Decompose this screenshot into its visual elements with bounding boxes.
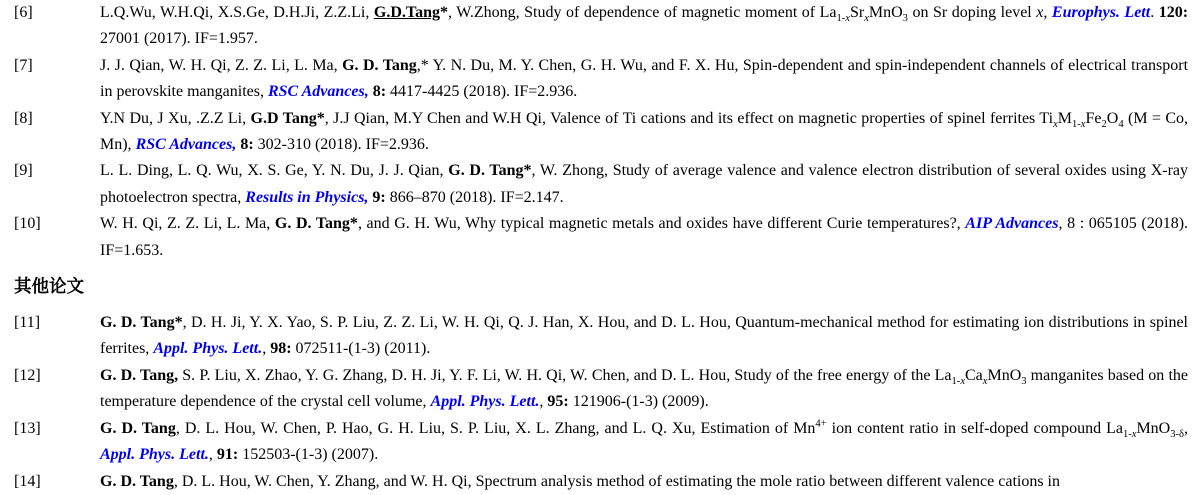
reference-text <box>100 211 1188 264</box>
bold-author-text: * <box>440 4 448 21</box>
reference-text <box>100 469 1188 495</box>
journal-name: Results in Physics, <box>245 188 369 206</box>
text-segment: x <box>1131 428 1137 440</box>
text-segment: W. H. Qi, Z. Z. Li, L. Ma, <box>100 215 275 233</box>
text-segment: x <box>1053 118 1058 130</box>
text-segment: Sr <box>849 4 865 21</box>
text-segment: MnO <box>868 4 903 21</box>
text-segment: x <box>1036 4 1044 21</box>
text-segment: 1- <box>1071 118 1081 130</box>
reference-number: [14] <box>14 472 41 490</box>
text-segment: 3-δ <box>1170 428 1184 440</box>
text-segment: , <box>1184 419 1188 437</box>
reference-number: [9] <box>14 162 33 180</box>
text-segment: x <box>1080 118 1086 130</box>
reference-number: [12] <box>14 366 41 384</box>
text-segment: . <box>1150 4 1159 21</box>
text-segment: M <box>1057 109 1072 127</box>
text-segment: , D. L. Hou, W. Chen, Y. Zhang, and W. H. Qi, Spectrum analysis method of estimating the mole ratio between different valence cations in <box>173 472 1060 490</box>
reference-number: [6] <box>14 4 33 21</box>
bold-author-text: G. D. Tang <box>100 472 174 490</box>
reference-text <box>100 363 1188 416</box>
reference-item <box>14 211 1188 264</box>
text-segment: , <box>1043 4 1052 21</box>
journal-name: Appl. Phys. Lett. <box>153 340 263 358</box>
corresponding-author: G.D.Tang <box>373 4 440 21</box>
reference-item <box>14 158 1188 211</box>
text-segment: , J.J Qian, M.Y Chen and W.H Qi, Valence of Ti cations and its effect on magnetic properties of spinel ferrites Ti <box>324 109 1054 127</box>
bold-author-text: G. D. Tang, <box>100 366 179 384</box>
text-segment: Y.N Du, J Xu, .Z.Z Li, <box>100 109 251 127</box>
volume-number: 91: <box>216 446 239 464</box>
text-segment: ,* Y. N. Du, M. Y. Chen, G. H. Wu, and F. X. Hu, Spin-dependent and spin-independent channels of electrical transport in perovskite manganites, <box>100 56 1189 101</box>
text-segment: , W. Zhong, Study of average valence and valence electron distribution of several oxides using X-ray photoelectron spectra, <box>100 162 1189 206</box>
reference-item <box>14 0 1188 53</box>
text-segment: Ca <box>965 366 983 384</box>
text-segment: , and G. H. Wu, Why typical magnetic metals and oxides have different Curie temperatures?, <box>357 215 966 233</box>
text-segment: 3 <box>1021 376 1027 388</box>
text-segment: , W.Zhong, Study of dependence of magnetic moment of La <box>448 4 837 21</box>
reference-text <box>100 416 1188 469</box>
text-segment: , 8 : 065105 (2018). IF=1.653. <box>100 215 1189 259</box>
reference-number: [11] <box>14 314 41 332</box>
reference-text <box>100 53 1188 106</box>
text-segment: 866–870 (2018). IF=2.147. <box>385 188 564 206</box>
text-segment: 27001 (2017). IF=1.957. <box>100 30 258 48</box>
text-segment: J. J. Qian, W. H. Qi, Z. Z. Li, L. Ma, <box>100 56 343 74</box>
journal-name: AIP Advances <box>965 215 1059 233</box>
reference-item <box>14 416 1188 469</box>
text-segment: , <box>539 393 548 411</box>
text-segment: manganites based on the temperature dependence of the crystal cell volume, <box>100 366 1188 411</box>
reference-list-top <box>14 0 1188 264</box>
text-segment: L.Q.Wu, W.H.Qi, X.S.Ge, D.H.Ji, Z.Z.Li, <box>100 4 374 21</box>
text-segment: 152503-(1-3) (2007). <box>238 446 379 464</box>
reference-item <box>14 53 1188 106</box>
text-segment: 121906-(1-3) (2009). <box>568 393 709 411</box>
volume-number: 8: <box>372 83 387 101</box>
text-segment: ion content ratio in self-doped compound La <box>826 419 1123 437</box>
text-segment: 4417-4425 (2018). IF=2.936. <box>386 83 578 101</box>
journal-name: Appl. Phys. Lett. <box>100 446 209 464</box>
text-segment: x <box>845 13 850 25</box>
reference-number: [13] <box>14 419 41 437</box>
text-segment: 1- <box>836 13 846 25</box>
text-segment: 4+ <box>815 418 827 430</box>
text-segment: x <box>864 13 869 25</box>
reference-list-other <box>14 310 1188 495</box>
text-segment: 072511-(1-3) (2011). <box>291 340 431 358</box>
reference-item <box>14 363 1188 416</box>
volume-number: 9: <box>372 188 386 206</box>
reference-item <box>14 106 1188 159</box>
volume-number: 98: <box>270 340 292 358</box>
reference-number: [7] <box>14 56 33 74</box>
text-segment: Fe <box>1085 109 1102 127</box>
reference-text <box>100 158 1188 211</box>
text-segment: L. L. Ding, L. Q. Wu, X. S. Ge, Y. N. Du, J. J. Qian, <box>100 162 449 180</box>
reference-number: [10] <box>14 215 41 233</box>
text-segment: S. P. Liu, X. Zhao, Y. G. Zhang, D. H. Ji, Y. F. Li, W. H. Qi, W. Chen, and D. L. Hou, Study of the free energy of the La <box>178 366 952 384</box>
reference-item <box>14 310 1188 363</box>
text-segment: MnO <box>1136 419 1171 437</box>
text-segment: 1- <box>1122 428 1132 440</box>
journal-name: RSC Advances, <box>135 136 237 154</box>
text-segment: MnO <box>987 366 1022 384</box>
journal-name: Appl. Phys. Lett. <box>430 393 540 411</box>
bold-author-text: G. D. Tang* <box>448 162 532 180</box>
text-segment: , <box>208 446 217 464</box>
text-segment: , <box>262 340 271 358</box>
section-heading: 其他论文 <box>14 276 84 297</box>
reference-text <box>100 106 1188 159</box>
reference-text <box>100 310 1188 363</box>
text-segment: (M = Co, Mn), <box>100 109 1189 154</box>
text-segment: 2 <box>1101 118 1107 130</box>
journal-name: Europhys. Lett <box>1051 4 1151 21</box>
bold-author-text: G. D. Tang* <box>274 215 358 233</box>
text-segment: x <box>982 376 988 388</box>
reference-item <box>14 469 1188 495</box>
text-segment: 3 <box>902 13 908 25</box>
text-segment: x <box>960 376 965 388</box>
text-segment: 302-310 (2018). IF=2.936. <box>253 136 429 154</box>
reference-number: [8] <box>14 109 33 127</box>
bold-author-text: G. D. Tang <box>100 419 176 437</box>
text-segment: on Sr doping level <box>907 4 1037 21</box>
text-segment: , D. H. Ji, Y. X. Yao, S. P. Liu, Z. Z. Li, W. H. Qi, Q. J. Han, X. Hou, and D. L. Hou, Quantum-mechanical method for estimating ion distributions in spinel ferrites, <box>100 314 1188 358</box>
bold-author-text: G. D. Tang* <box>100 314 183 332</box>
volume-number: 95: <box>547 393 569 411</box>
journal-name: RSC Advances, <box>267 83 369 101</box>
text-segment: , D. L. Hou, W. Chen, P. Hao, G. H. Liu, S. P. Liu, X. L. Zhang, and L. Q. Xu, Estimation of Mn <box>175 419 816 437</box>
bold-author-text: G.D Tang* <box>250 109 325 127</box>
reference-text <box>100 0 1188 53</box>
volume-number: 120: <box>1158 4 1189 21</box>
text-segment: O <box>1106 109 1119 127</box>
bold-author-text: G. D. Tang <box>342 56 417 74</box>
text-segment: 4 <box>1118 118 1124 130</box>
text-segment: 1- <box>951 376 961 388</box>
volume-number: 8: <box>240 136 254 154</box>
